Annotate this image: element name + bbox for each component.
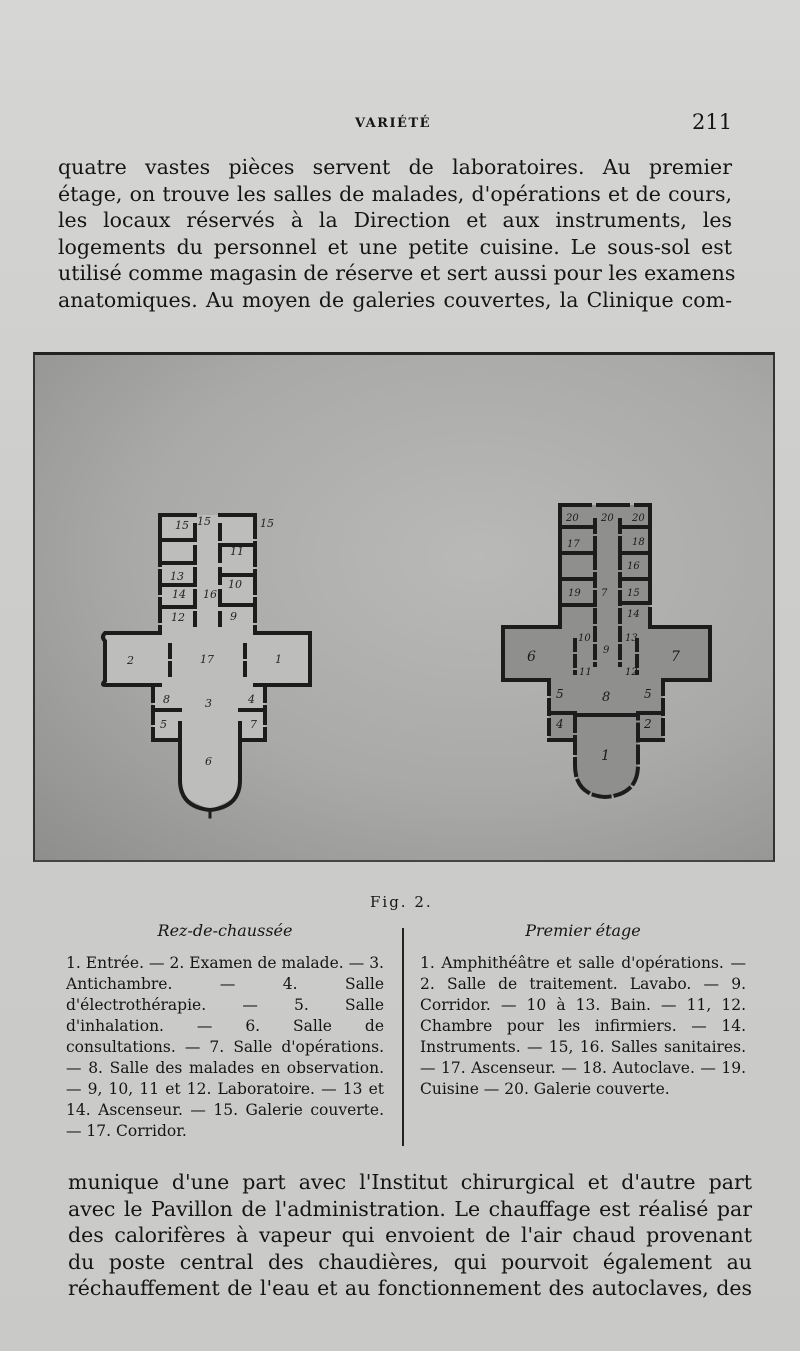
plan-label: 12 [171, 611, 185, 624]
legend-text: 1. Amphithéâtre et salle d'opérations. — 2. Salle de traitement. Lavabo. — 9. Corridor. — 10 à 13. Bain. — 11, 12. Chambre pour les infirmiers. — 14. Instruments. — 15, 16. Salles sanitaires. — 17. Ascenseur. — 18. Autoclave. — 19. Cuisine — 20. Galerie couverte. [420, 954, 746, 1098]
plan-label: 5 [644, 687, 652, 701]
plan-label: 19 [568, 588, 581, 599]
plan-label: 14 [627, 609, 640, 620]
plan-label: 7 [250, 718, 257, 731]
plan-label: 13 [170, 570, 184, 583]
legend-heading: Rez-de-chaussée [157, 921, 293, 940]
plan-label: 20 [601, 513, 614, 524]
text-line: des calorifères à vapeur qui envoient de l'air chaud provenant [68, 1223, 752, 1247]
plan-label: 9 [603, 645, 610, 656]
plan-label: 2 [644, 717, 652, 731]
plan-label: 4 [248, 693, 255, 706]
legend-column-ground-floor [66, 920, 384, 1142]
plan-label: 7 [601, 588, 608, 599]
plan-label: 15 [627, 588, 640, 599]
plan-label: 1 [601, 748, 610, 764]
body-paragraph-top [58, 154, 736, 313]
plan-label: 5 [160, 718, 167, 731]
plan-label: 5 [556, 687, 564, 701]
text-line: avec le Pavillon de l'administration. Le chauffage est réalisé par [68, 1196, 752, 1221]
plan-label: 3 [205, 697, 212, 710]
text-line: utilisé comme magasin de réserve et sert aussi pour les examens [58, 261, 736, 285]
plan-label: 16 [627, 561, 640, 572]
plan-label: 1 [275, 653, 282, 666]
ground-floor-plan [103, 515, 310, 817]
plan-label: 12 [625, 667, 638, 678]
plan-label: 18 [632, 537, 645, 548]
plan-label: 8 [602, 690, 611, 705]
text-line: du poste central des chaudières, qui pourvoit également au [68, 1249, 752, 1274]
plan-label: 20 [566, 513, 579, 524]
plan-label: 17 [567, 539, 580, 550]
plan-label: 10 [578, 633, 591, 644]
running-title: VARIÉTÉ [355, 116, 432, 131]
text-line: étage, on trouve les salles de malades, d'opérations et de cours, [58, 181, 732, 206]
text-line: réchauffement de l'eau et au fonctionnement des autoclaves, des [68, 1276, 752, 1300]
plan-label: 11 [230, 545, 244, 558]
legend-heading: Premier étage [525, 921, 641, 940]
plan-label: 6 [527, 649, 536, 665]
page-number: 211 [692, 110, 733, 134]
text-line: logements du personnel et une petite cuisine. Le sous-sol est [58, 234, 732, 259]
text-line: munique d'une part avec l'Institut chirurgical et d'autre part [68, 1170, 752, 1194]
plan-label: 4 [556, 717, 564, 731]
legend-text: 1. Entrée. — 2. Examen de malade. — 3. Antichambre. — 4. Salle d'électrothérapie. — 5. Salle d'inhalation. — 6. Salle de consultations. — 7. Salle d'opérations. — 8. Salle des malades en observation. — 9, 10, 11 et 12. Laboratoire. — 13 et 14. Ascenseur. — 15. Galerie couverte. — 17. Corridor. [66, 954, 384, 1140]
plan-label: 13 [625, 633, 638, 644]
plan-label: 15 [175, 519, 189, 532]
plan-label: 8 [163, 693, 170, 706]
plan-label: 7 [671, 649, 680, 665]
text-line: quatre vastes pièces servent de laboratoires. Au premier [58, 155, 732, 179]
column-divider [402, 928, 404, 1146]
figure-caption: Fig. 2. [370, 893, 433, 911]
text-line: anatomiques. Au moyen de galeries couvertes, la Clinique com- [58, 287, 732, 312]
legend-column-first-floor [420, 920, 746, 1100]
plan-label: 6 [205, 755, 212, 768]
floor-plans-svg [35, 355, 773, 860]
plan-label: 15 [197, 515, 211, 528]
text-line: les locaux réservés à la Direction et aux instruments, les [58, 208, 732, 232]
plan-label: 16 [203, 588, 217, 601]
plan-label: 14 [172, 588, 186, 601]
plan-label: 17 [200, 653, 214, 666]
plan-label: 10 [228, 578, 242, 591]
plan-label: 11 [579, 667, 592, 678]
body-paragraph-bottom [68, 1169, 752, 1302]
running-header [0, 110, 800, 140]
plan-label: 2 [127, 654, 134, 667]
plan-label: 9 [230, 610, 237, 623]
plan-label: 20 [632, 513, 645, 524]
plan-label: 15 [260, 517, 274, 530]
floor-plan-figure [33, 352, 775, 862]
